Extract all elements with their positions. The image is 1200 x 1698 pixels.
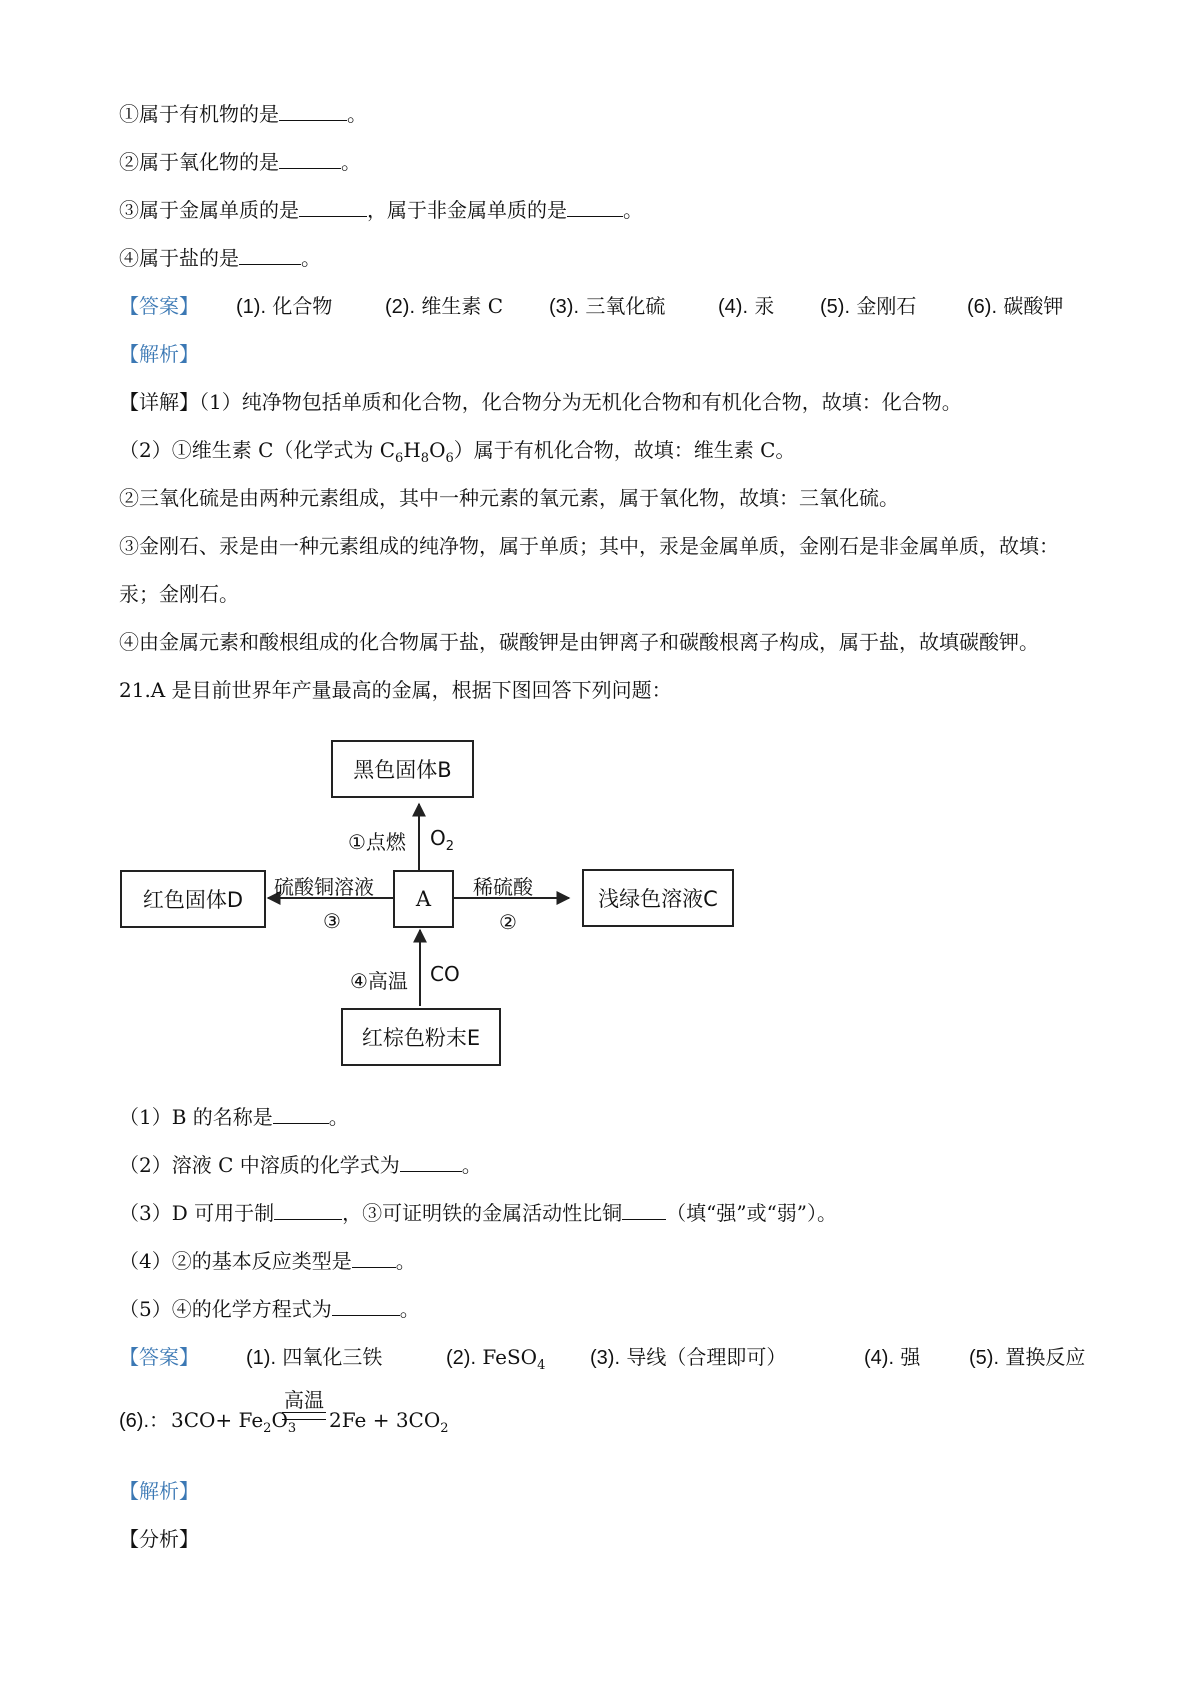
q21-answer-5: (5). 置换反应 [969, 1345, 1086, 1369]
answer-blank [274, 1201, 342, 1220]
answer-blank [239, 246, 301, 265]
q21-sub3: （3）D 可用于制 ，③可证明铁的金属活动性比铜 （填“强”或“弱”）。 [119, 1201, 838, 1225]
label-high-temp: ④高温 [350, 969, 408, 993]
q21-answer-1: (1). 四氧化三铁 [246, 1345, 383, 1369]
label-dilute-acid: 稀硫酸 [473, 875, 533, 899]
answer-blank [279, 150, 341, 169]
label-reaction-3: ③ [323, 909, 341, 933]
q21-answer-2: (2). FeSO$_4$ [446, 1345, 546, 1373]
q21-sub2: （2）溶液 C 中溶质的化学式为 。 [119, 1153, 482, 1177]
answer-blank [299, 198, 367, 217]
q20-answer-6: (6). 碳酸钾 [967, 294, 1064, 318]
answer-blank [332, 1297, 400, 1316]
q21-answer-row [119, 1344, 1110, 1373]
analysis-label: 【解析】 [119, 342, 199, 366]
label-cuso4: 硫酸铜溶液 [274, 875, 374, 899]
q20-answer-2: (2). 维生素 C [385, 294, 504, 318]
equation-right: $2Fe + 3CO_2$ [329, 1408, 449, 1436]
analysis-label: 【解析】 [119, 1479, 199, 1503]
answer-blank [279, 102, 347, 121]
answer-blank [622, 1201, 666, 1220]
q20-answer-row [119, 293, 1110, 319]
box-c: 浅绿色溶液C [582, 869, 734, 927]
q20-answer-5: (5). 金刚石 [820, 294, 917, 318]
detail-label: 【详解】 [119, 390, 199, 414]
answer-blank [352, 1249, 396, 1268]
q21-stem: 21.A 是目前世界年产量最高的金属，根据下图回答下列问题： [119, 678, 672, 702]
label-o2: $O_2$ [430, 826, 455, 854]
box-b: 黑色固体B [331, 740, 474, 798]
fenxi-label: 【分析】 [119, 1527, 199, 1551]
box-d: 红色固体D [120, 870, 266, 928]
answer-label: 【答案】 [119, 294, 199, 318]
q20-answer-3: (3). 三氧化硫 [549, 294, 666, 318]
q20-detail-5: ④由金属元素和酸根组成的化合物属于盐，碳酸钾是由钾离子和碳酸根离子构成，属于盐，故填碳酸钾。 [119, 630, 1039, 654]
q20-answer-4: (4). 汞 [718, 294, 775, 318]
q21-sub1: （1）B 的名称是 。 [119, 1105, 349, 1129]
q21-sub4: （4）②的基本反应类型是 。 [119, 1249, 416, 1273]
q21-sub5: （5）④的化学方程式为 。 [119, 1297, 420, 1321]
q20-sub3: ③属于金属单质的是 ，属于非金属单质的是 。 [119, 198, 643, 222]
equation-left: $3CO+ Fe_2O_3$ [171, 1408, 297, 1436]
q20-sub2: ②属于氧化物的是 。 [119, 150, 361, 174]
q20-detail-4a: ③金刚石、汞是由一种元素组成的纯净物，属于单质；其中，汞是金属单质，金刚石是非金属单质，故填： [119, 534, 1059, 558]
q21-answer-3: (3). 导线（合理即可） [590, 1345, 787, 1369]
q20-detail-3: ②三氧化硫是由两种元素组成，其中一种元素的氧元素，属于氧化物，故填：三氧化硫。 [119, 486, 899, 510]
answer-blank [400, 1153, 462, 1172]
q20-sub1: ①属于有机物的是 。 [119, 102, 367, 126]
answer-blank [273, 1105, 329, 1124]
answer-label: 【答案】 [119, 1345, 199, 1369]
box-e: 红棕色粉末E [341, 1008, 501, 1066]
equation-condition: 高温 [284, 1388, 324, 1412]
label-ignite: ①点燃 [348, 830, 406, 854]
q20-detail-4b: 汞；金刚石。 [119, 582, 239, 606]
q20-answer-1: (1). 化合物 [236, 294, 333, 318]
q20-sub4: ④属于盐的是 。 [119, 246, 321, 270]
label-reaction-2: ② [499, 910, 517, 934]
q20-detail-1: 【详解】（1）纯净物包括单质和化合物，化合物分为无机化合物和有机化合物，故填：化合物。 [119, 390, 962, 414]
q21-answer-4: (4). 强 [864, 1345, 921, 1369]
box-a: A [393, 870, 454, 928]
label-co: CO [430, 962, 460, 986]
answer-blank [567, 198, 623, 217]
q20-detail-2: （2）①维生素 C（化学式为 $C_6H_8O_6$）属于有机化合物，故填：维生素 C。 [119, 438, 796, 466]
